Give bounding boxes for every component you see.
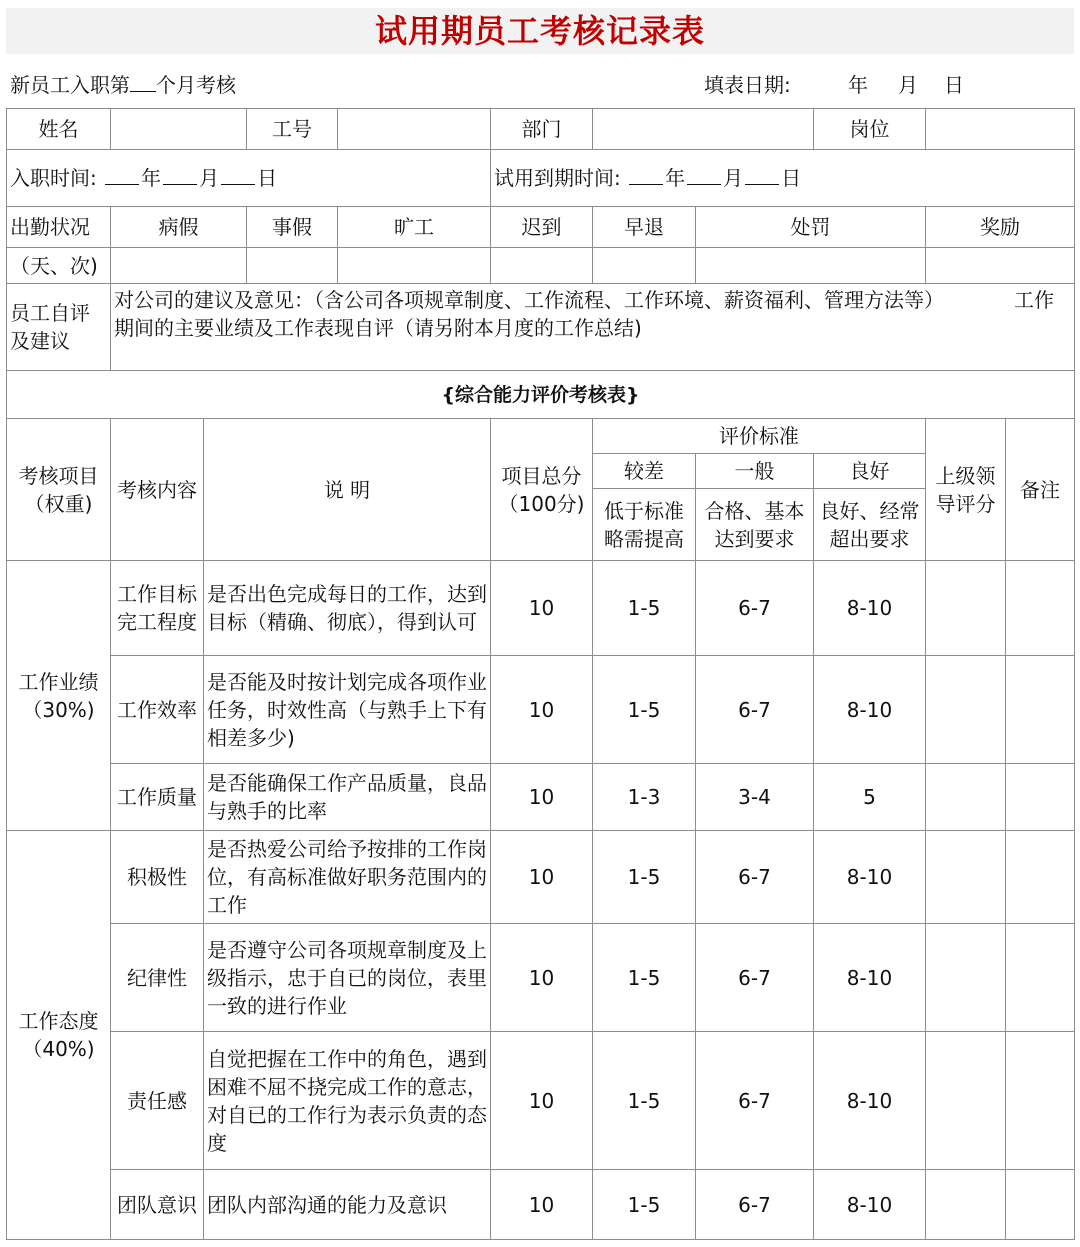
row-superior-score[interactable]	[926, 764, 1006, 831]
info-row	[7, 109, 1075, 150]
end-year-blank	[629, 166, 663, 185]
row-remark[interactable]	[1006, 656, 1075, 764]
attendance-label: 出勤状况	[7, 207, 111, 248]
row-desc: 是否能及时按计划完成各项作业任务，时效性高（与熟手上下有相差多少)	[204, 656, 491, 764]
hire-year: 年	[141, 166, 162, 190]
header-poor: 较差	[593, 454, 696, 489]
row-poor: 1-5	[593, 656, 696, 764]
header-content: 考核内容	[111, 419, 204, 561]
row-desc: 是否出色完成每日的工作，达到目标（精确、彻底），得到认可	[204, 561, 491, 656]
header-item: 考核项目（权重)	[7, 419, 111, 561]
row-total: 10	[491, 1170, 593, 1240]
dept-value[interactable]	[593, 109, 814, 150]
fill-date-year: 年	[848, 73, 868, 97]
table-row	[7, 561, 1075, 656]
row-total: 10	[491, 1032, 593, 1170]
row-superior-score[interactable]	[926, 1170, 1006, 1240]
row-poor: 1-5	[593, 1170, 696, 1240]
attendance-col-personal: 事假	[247, 207, 338, 248]
row-good: 8-10	[814, 656, 926, 764]
name-label: 姓名	[7, 109, 111, 150]
attendance-header-row	[7, 207, 1075, 248]
row-good: 8-10	[814, 561, 926, 656]
attendance-late-value[interactable]	[491, 248, 593, 284]
row-avg: 6-7	[696, 924, 814, 1032]
table-row	[7, 656, 1075, 764]
row-avg: 6-7	[696, 561, 814, 656]
self-eval-row	[7, 284, 1075, 371]
row-superior-score[interactable]	[926, 561, 1006, 656]
month-prefix: 新员工入职第	[10, 73, 130, 97]
section-title-row	[7, 371, 1075, 419]
row-good: 8-10	[814, 1170, 926, 1240]
attendance-penalty-value[interactable]	[696, 248, 926, 284]
row-content: 责任感	[111, 1032, 204, 1170]
table-row	[7, 1170, 1075, 1240]
attendance-unit-label: （天、次)	[7, 248, 111, 284]
row-avg: 6-7	[696, 656, 814, 764]
row-superior-score[interactable]	[926, 656, 1006, 764]
row-remark[interactable]	[1006, 1032, 1075, 1170]
self-eval-text[interactable]: 对公司的建议及意见：（含公司各项规章制度、工作流程、工作环境、薪资福利、管理方法等） 工作期间的主要业绩及工作表现自评（请另附本月度的工作总结)	[111, 284, 1075, 371]
attendance-early-value[interactable]	[593, 248, 696, 284]
header-total: 项目总分（100分)	[491, 419, 593, 561]
row-content: 积极性	[111, 831, 204, 924]
row-desc: 团队内部沟通的能力及意识	[204, 1170, 491, 1240]
attendance-col-penalty: 处罚	[696, 207, 926, 248]
row-total: 10	[491, 924, 593, 1032]
attendance-col-early: 早退	[593, 207, 696, 248]
table-row	[7, 764, 1075, 831]
row-good: 8-10	[814, 831, 926, 924]
hire-year-blank	[105, 166, 139, 185]
row-total: 10	[491, 656, 593, 764]
row-content: 工作效率	[111, 656, 204, 764]
row-content: 团队意识	[111, 1170, 204, 1240]
row-avg: 6-7	[696, 831, 814, 924]
position-value[interactable]	[926, 109, 1075, 150]
end-year: 年	[665, 166, 686, 190]
row-content: 工作质量	[111, 764, 204, 831]
row-desc: 是否遵守公司各项规章制度及上级指示，忠于自已的岗位，表里一致的进行作业	[204, 924, 491, 1032]
title-bar	[6, 8, 1074, 54]
row-superior-score[interactable]	[926, 924, 1006, 1032]
row-desc: 是否能确保工作产品质量，良品与熟手的比率	[204, 764, 491, 831]
hire-day: 日	[257, 166, 278, 190]
row-remark[interactable]	[1006, 831, 1075, 924]
row-superior-score[interactable]	[926, 1032, 1006, 1170]
row-content: 工作目标完工程度	[111, 561, 204, 656]
row-superior-score[interactable]	[926, 831, 1006, 924]
end-month-blank	[687, 166, 721, 185]
fill-date-day: 日	[944, 73, 964, 97]
row-desc: 自觉把握在工作中的角色，遇到困难不屈不挠完成工作的意志，对自已的工作行为表示负责的态度	[204, 1032, 491, 1170]
self-eval-label: 员工自评及建议	[7, 284, 111, 371]
evaluation-table	[6, 108, 1075, 1240]
header-standard: 评价标准	[593, 419, 926, 454]
row-total: 10	[491, 764, 593, 831]
id-label: 工号	[247, 109, 338, 150]
row-good: 5	[814, 764, 926, 831]
row-total: 10	[491, 561, 593, 656]
id-value[interactable]	[338, 109, 491, 150]
row-avg: 6-7	[696, 1170, 814, 1240]
fill-date-month: 月	[898, 73, 918, 97]
probation-end-cell[interactable]	[491, 150, 1075, 207]
fill-date-label: 填表日期:	[704, 73, 791, 97]
attendance-absent-value[interactable]	[338, 248, 491, 284]
header-remark: 备注	[1006, 419, 1075, 561]
row-remark[interactable]	[1006, 924, 1075, 1032]
row-desc: 是否热爱公司给予按排的工作岗位，有高标准做好职务范围内的工作	[204, 831, 491, 924]
row-poor: 1-5	[593, 561, 696, 656]
row-remark[interactable]	[1006, 764, 1075, 831]
hire-month: 月	[199, 166, 220, 190]
group-name: 工作态度（40%)	[7, 831, 111, 1240]
table-row	[7, 1032, 1075, 1170]
end-day: 日	[781, 166, 802, 190]
attendance-value-row	[7, 248, 1075, 284]
attendance-reward-value[interactable]	[926, 248, 1075, 284]
month-blank[interactable]	[130, 73, 156, 92]
row-poor: 1-5	[593, 1032, 696, 1170]
row-remark[interactable]	[1006, 1170, 1075, 1240]
attendance-col-late: 迟到	[491, 207, 593, 248]
attendance-personal-value[interactable]	[247, 248, 338, 284]
hire-day-blank	[221, 166, 255, 185]
header-avg-desc: 合格、基本达到要求	[696, 489, 814, 561]
month-suffix: 个月考核	[156, 73, 236, 97]
attendance-col-absent: 旷工	[338, 207, 491, 248]
row-content: 纪律性	[111, 924, 204, 1032]
hire-date-cell[interactable]	[7, 150, 491, 207]
row-poor: 1-3	[593, 764, 696, 831]
probation-end-label: 试用到期时间:	[494, 166, 621, 190]
name-value[interactable]	[111, 109, 247, 150]
header-poor-desc: 低于标准略需提高	[593, 489, 696, 561]
header-desc: 说 明	[204, 419, 491, 561]
row-avg: 3-4	[696, 764, 814, 831]
section-title: {综合能力评价考核表}	[7, 371, 1075, 419]
attendance-sick-value[interactable]	[111, 248, 247, 284]
header-good-desc: 良好、经常超出要求	[814, 489, 926, 561]
group-name: 工作业绩（30%)	[7, 561, 111, 831]
row-good: 8-10	[814, 1032, 926, 1170]
table-row	[7, 831, 1075, 924]
page-title: 试用期员工考核记录表	[374, 12, 705, 50]
hire-date-label: 入职时间:	[10, 166, 97, 190]
row-avg: 6-7	[696, 1032, 814, 1170]
table-row	[7, 924, 1075, 1032]
probation-month-line	[10, 69, 236, 98]
row-good: 8-10	[814, 924, 926, 1032]
position-label: 岗位	[814, 109, 926, 150]
subline	[10, 66, 1070, 98]
row-total: 10	[491, 831, 593, 924]
attendance-col-sick: 病假	[111, 207, 247, 248]
hire-month-blank	[163, 166, 197, 185]
eval-header-row-1	[7, 419, 1075, 454]
row-remark[interactable]	[1006, 561, 1075, 656]
dates-row	[7, 150, 1075, 207]
header-avg: 一般	[696, 454, 814, 489]
attendance-col-reward: 奖励	[926, 207, 1075, 248]
row-poor: 1-5	[593, 924, 696, 1032]
end-day-blank	[745, 166, 779, 185]
header-superior: 上级领导评分	[926, 419, 1006, 561]
row-poor: 1-5	[593, 831, 696, 924]
header-good: 良好	[814, 454, 926, 489]
dept-label: 部门	[491, 109, 593, 150]
end-month: 月	[723, 166, 744, 190]
